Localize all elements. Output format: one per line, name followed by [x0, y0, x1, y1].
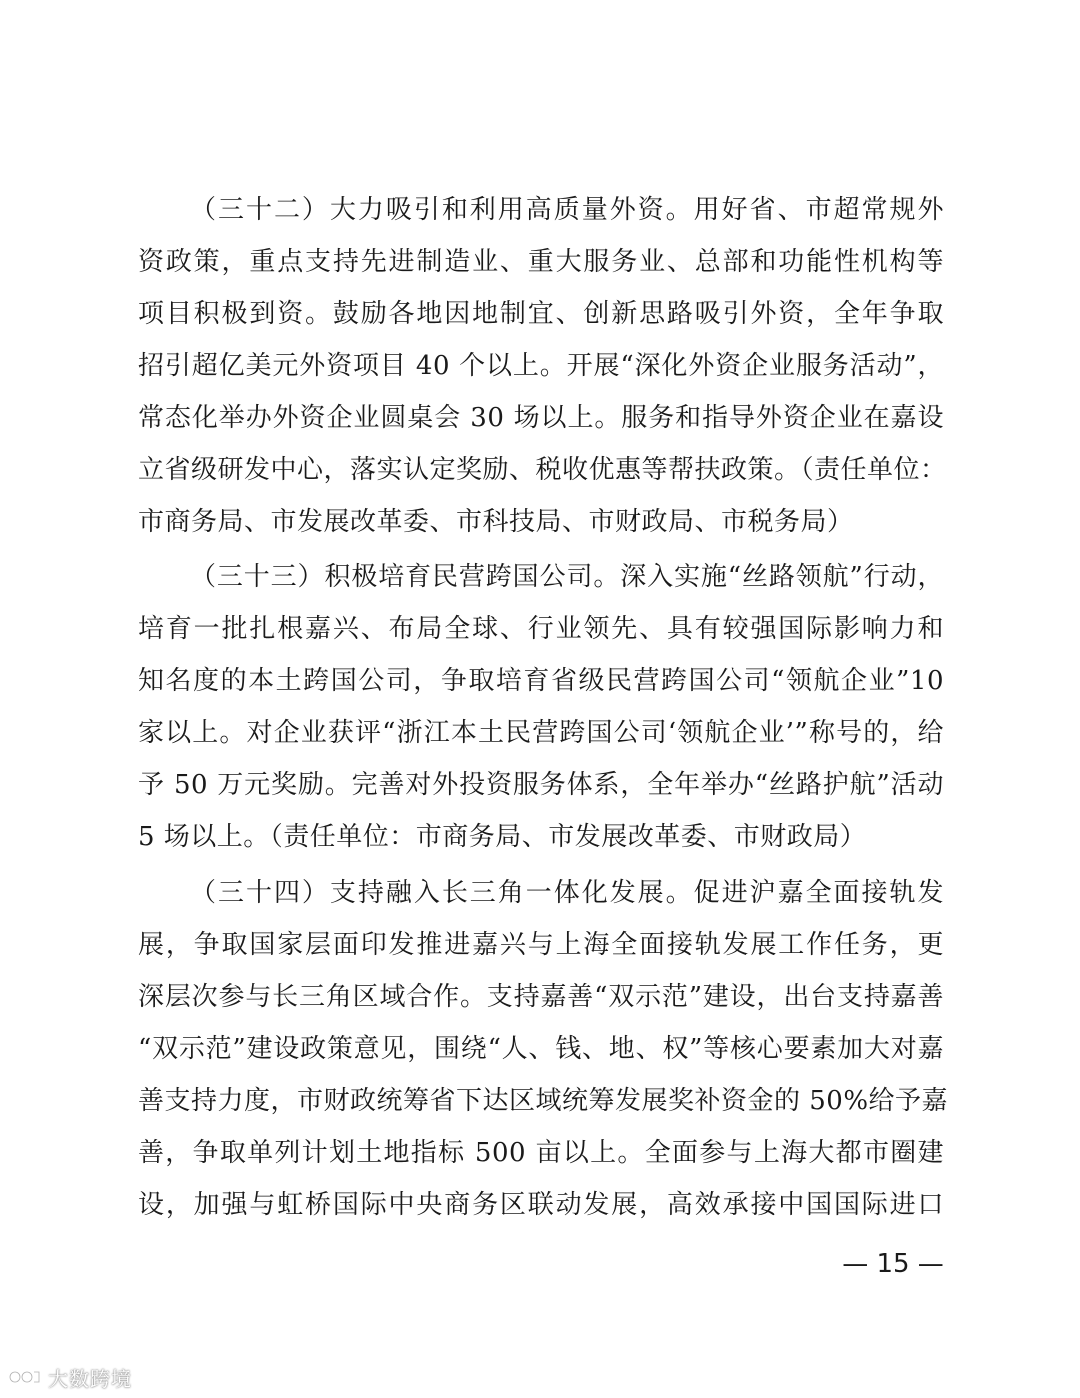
paragraph-line: 知名度的本土跨国公司，争取培育省级民营跨国公司“领航企业”10: [138, 666, 944, 696]
paragraph-line: （三十四）支持融入长三角一体化发展。促进沪嘉全面接轨发: [190, 878, 944, 908]
watermark-text: 大数跨境: [48, 1366, 132, 1391]
paragraph-line: 立省级研发中心，落实认定奖励、税收优惠等帮扶政策。（责任单位：: [138, 455, 947, 485]
paragraph-line: 培育一批扎根嘉兴、布局全球、行业领先、具有较强国际影响力和: [138, 614, 944, 644]
paragraph-line: 展，争取国家层面印发推进嘉兴与上海全面接轨发展工作任务，更: [138, 930, 944, 960]
paragraph-line: 深层次参与长三角区域合作。支持嘉善“双示范”建设，出台支持嘉善: [138, 982, 944, 1012]
watermark-logo-icon: [8, 1366, 42, 1388]
paragraph-line: 善，争取单列计划土地指标 500 亩以上。全面参与上海大都市圈建: [138, 1138, 944, 1168]
paragraph-line: 家以上。对企业获评“浙江本土民营跨国公司‘领航企业’”称号的，给: [138, 718, 944, 748]
paragraph-line: （三十三）积极培育民营跨国公司。深入实施“丝路领航”行动，: [190, 562, 944, 592]
paragraph-line: 招引超亿美元外资项目 40 个以上。开展“深化外资企业服务活动”，: [138, 351, 944, 381]
watermark: [8, 1362, 132, 1392]
paragraph-line: 常态化举办外资企业圆桌会 30 场以上。服务和指导外资企业在嘉设: [138, 403, 944, 433]
paragraph-line: 5 场以上。（责任单位：市商务局、市发展改革委、市财政局）: [138, 822, 867, 852]
paragraph-line: （三十二）大力吸引和利用高质量外资。用好省、市超常规外: [190, 195, 944, 225]
paragraph-line: 予 50 万元奖励。完善对外投资服务体系，全年举办“丝路护航”活动: [138, 770, 944, 800]
paragraph-line: 资政策，重点支持先进制造业、重大服务业、总部和功能性机构等: [138, 247, 944, 277]
paragraph-line: 市商务局、市发展改革委、市科技局、市财政局、市税务局）: [138, 507, 854, 537]
paragraph-line: 善支持力度，市财政统筹省下达区域统筹发展奖补资金的 50%给予嘉: [138, 1086, 949, 1116]
paragraph-line: 设，加强与虹桥国际中央商务区联动发展，高效承接中国国际进口: [138, 1190, 944, 1220]
paragraph-line: 项目积极到资。鼓励各地因地制宜、创新思路吸引外资，全年争取: [138, 299, 944, 329]
page-number: — 15 —: [842, 1249, 944, 1279]
paragraph-line: “双示范”建设政策意见，围绕“人、钱、地、权”等核心要素加大对嘉: [138, 1034, 944, 1064]
